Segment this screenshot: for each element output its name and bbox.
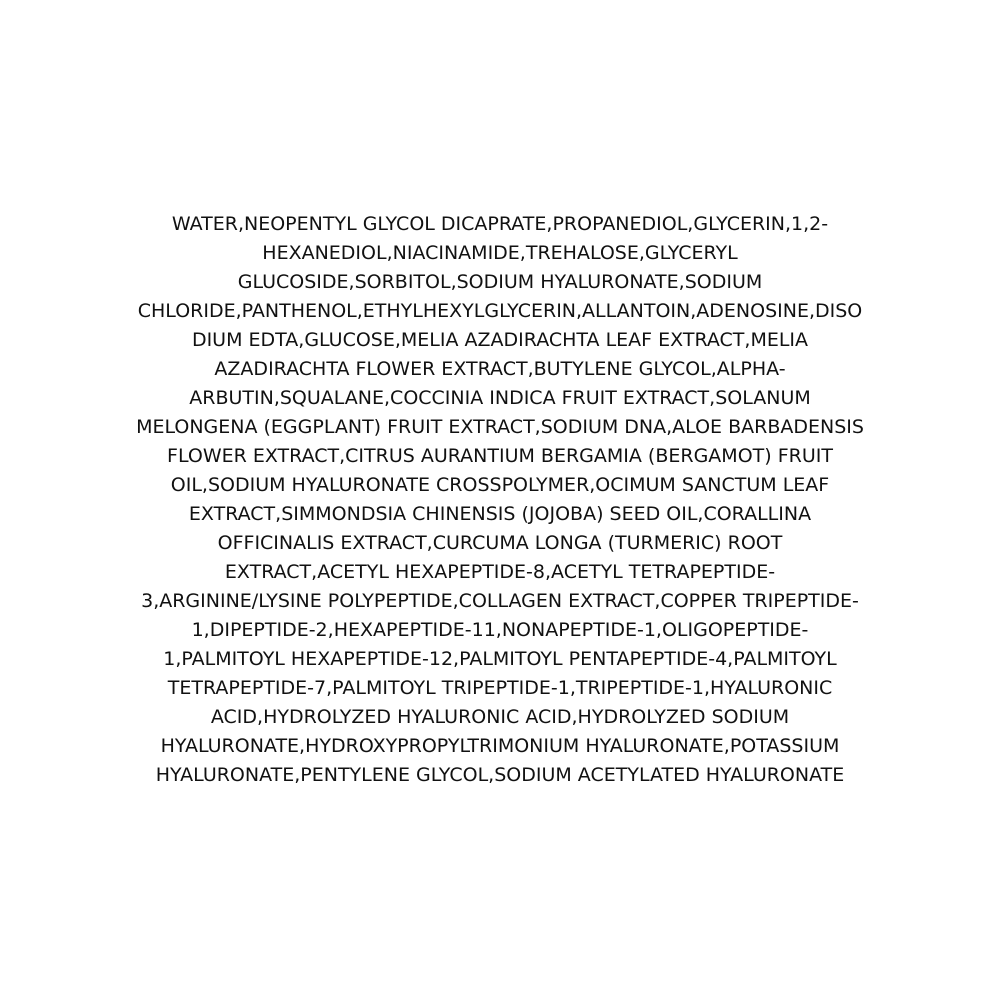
ingredients-line: HYALURONATE,HYDROXYPROPYLTRIMONIUM HYALURONATE,POTASSIUM — [160, 735, 840, 757]
ingredients-line: DIUM EDTA,GLUCOSE,MELIA AZADIRACHTA LEAF EXTRACT,MELIA — [191, 329, 809, 351]
ingredients-line: HEXANEDIOL,NIACINAMIDE,TREHALOSE,GLYCERYL — [262, 242, 738, 264]
ingredients-line: WATER,NEOPENTYL GLYCOL DICAPRATE,PROPANEDIOL,GLYCERIN,1,2- — [171, 213, 829, 235]
ingredients-line: 1,PALMITOYL HEXAPEPTIDE-12,PALMITOYL PENTAPEPTIDE-4,PALMITOYL — [163, 648, 837, 670]
ingredients-list — [0, 210, 1000, 790]
ingredients-line: HYALURONATE,PENTYLENE GLYCOL,SODIUM ACETYLATED HYALURONATE — [155, 764, 845, 786]
ingredients-line: CHLORIDE,PANTHENOL,ETHYLHEXYLGLYCERIN,ALLANTOIN,ADENOSINE,DISO — [137, 300, 863, 322]
ingredients-line: FLOWER EXTRACT,CITRUS AURANTIUM BERGAMIA (BERGAMOT) FRUIT — [167, 445, 833, 467]
ingredients-line: EXTRACT,ACETYL HEXAPEPTIDE-8,ACETYL TETRAPEPTIDE- — [224, 561, 776, 583]
ingredients-line: EXTRACT,SIMMONDSIA CHINENSIS (JOJOBA) SEED OIL,CORALLINA — [188, 503, 812, 525]
ingredients-line: 1,DIPEPTIDE-2,HEXAPEPTIDE-11,NONAPEPTIDE-1,OLIGOPEPTIDE- — [191, 619, 809, 641]
ingredients-line: 3,ARGININE/LYSINE POLYPEPTIDE,COLLAGEN EXTRACT,COPPER TRIPEPTIDE- — [141, 590, 859, 612]
ingredients-line: TETRAPEPTIDE-7,PALMITOYL TRIPEPTIDE-1,TRIPEPTIDE-1,HYALURONIC — [167, 677, 833, 699]
ingredients-line: OFFICINALIS EXTRACT,CURCUMA LONGA (TURMERIC) ROOT — [217, 532, 783, 554]
ingredients-line: ARBUTIN,SQUALANE,COCCINIA INDICA FRUIT EXTRACT,SOLANUM — [189, 387, 811, 409]
ingredients-line: GLUCOSIDE,SORBITOL,SODIUM HYALURONATE,SODIUM — [237, 271, 763, 293]
ingredients-line: AZADIRACHTA FLOWER EXTRACT,BUTYLENE GLYCOL,ALPHA- — [214, 358, 786, 380]
ingredients-line: OIL,SODIUM HYALURONATE CROSSPOLYMER,OCIMUM SANCTUM LEAF — [170, 474, 830, 496]
ingredients-line: MELONGENA (EGGPLANT) FRUIT EXTRACT,SODIUM DNA,ALOE BARBADENSIS — [136, 416, 864, 438]
ingredients-line: ACID,HYDROLYZED HYALURONIC ACID,HYDROLYZED SODIUM — [210, 706, 790, 728]
